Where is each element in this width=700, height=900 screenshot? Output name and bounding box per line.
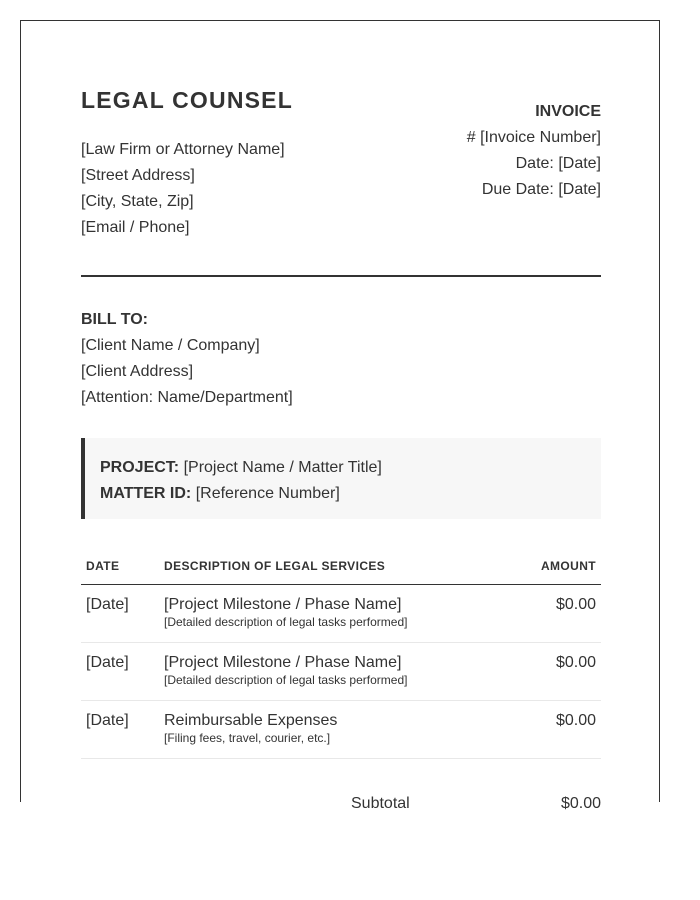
- invoice-label: INVOICE: [535, 103, 601, 120]
- table-row: [81, 585, 601, 643]
- project-box: [81, 438, 601, 519]
- row-detail: [Detailed description of legal tasks performed]: [164, 673, 408, 687]
- invoice-meta: [467, 99, 601, 203]
- firm-details: [81, 137, 285, 241]
- project-line: [100, 455, 601, 481]
- row-description: [159, 643, 501, 701]
- client-name: [Client Name / Company]: [81, 337, 260, 354]
- project-label: PROJECT:: [100, 459, 180, 476]
- matter-value: [Reference Number]: [195, 485, 340, 502]
- invoice-header: [81, 21, 601, 277]
- table-row: [81, 643, 601, 701]
- row-detail: [Filing fees, travel, courier, etc.]: [164, 731, 331, 745]
- row-date: [Date]: [81, 585, 159, 643]
- matter-line: [100, 481, 601, 507]
- firm-title: LEGAL COUNSEL: [81, 87, 293, 113]
- row-date: [Date]: [81, 643, 159, 701]
- firm-street: [Street Address]: [81, 167, 195, 184]
- header-description: DESCRIPTION OF LEGAL SERVICES: [159, 547, 501, 585]
- invoice-date: Date: [Date]: [515, 155, 601, 172]
- row-title: Reimbursable Expenses: [164, 712, 338, 729]
- subtotal-row: [81, 795, 601, 825]
- header-amount: AMOUNT: [501, 547, 601, 585]
- invoice-content: [81, 21, 601, 812]
- row-description: [159, 701, 501, 759]
- invoice-due-date: Due Date: [Date]: [481, 181, 601, 198]
- bill-to-section: [81, 307, 293, 411]
- row-date: [Date]: [81, 701, 159, 759]
- table-row: [81, 701, 601, 759]
- row-description: [159, 585, 501, 643]
- matter-label: MATTER ID:: [100, 485, 192, 502]
- row-amount: $0.00: [501, 585, 601, 643]
- subtotal-label: Subtotal: [351, 795, 410, 812]
- table-header-row: [81, 547, 601, 585]
- firm-contact: [Email / Phone]: [81, 219, 190, 236]
- subtotal-value: $0.00: [560, 795, 601, 812]
- project-value: [Project Name / Matter Title]: [183, 459, 382, 476]
- firm-city: [City, State, Zip]: [81, 193, 194, 210]
- firm-name: [Law Firm or Attorney Name]: [81, 141, 285, 158]
- header-date: DATE: [81, 547, 159, 585]
- row-title: [Project Milestone / Phase Name]: [164, 654, 402, 671]
- row-amount: $0.00: [501, 701, 601, 759]
- row-amount: $0.00: [501, 643, 601, 701]
- bill-to-label: BILL TO:: [81, 311, 148, 328]
- services-table: [81, 547, 601, 759]
- invoice-page: [20, 20, 660, 812]
- invoice-number: # [Invoice Number]: [466, 129, 601, 146]
- client-address: [Client Address]: [81, 363, 194, 380]
- row-detail: [Detailed description of legal tasks performed]: [164, 615, 408, 629]
- row-title: [Project Milestone / Phase Name]: [164, 596, 402, 613]
- client-attention: [Attention: Name/Department]: [81, 389, 293, 406]
